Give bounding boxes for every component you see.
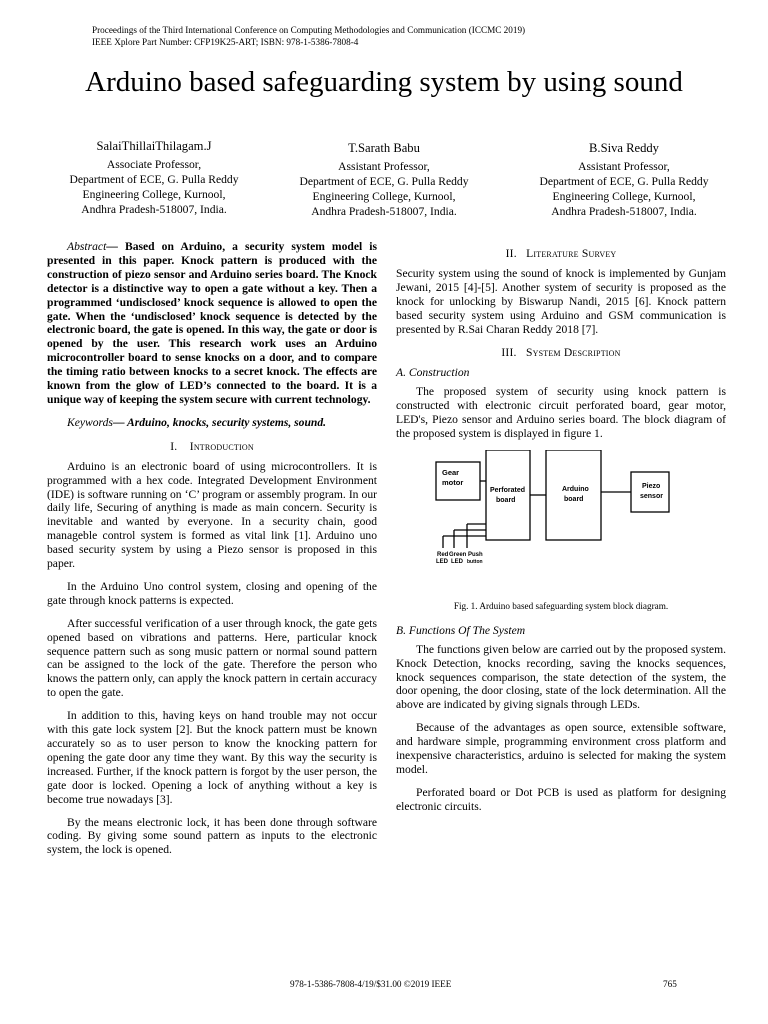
keywords-label: Keywords — [67, 415, 113, 429]
section-heading-system-description — [396, 346, 726, 360]
keywords-text: Arduino, knocks, security systems, sound. — [127, 415, 327, 429]
abstract — [47, 240, 377, 407]
arduino-board-label: Arduino — [562, 485, 589, 493]
perforated-board-block — [486, 450, 530, 540]
piezo-sensor-label: Piezo — [642, 482, 661, 490]
section-number: III. — [501, 346, 517, 360]
section-number: II. — [505, 247, 517, 260]
section-title: System Description — [525, 346, 621, 360]
abstract-dash: — — [106, 240, 125, 253]
author-name: T.Sarath Babu — [348, 141, 420, 155]
green-led-label: LED — [451, 558, 463, 565]
perforated-board-label: board — [496, 496, 516, 504]
intro-paragraph: Arduino is an electronic board of using microcontrollers. It is programmed with a hex code. Integrated Development Environment (IDE) is software running on ‘C’ program or assembly program. In our daily life, Securing of anything is made as main concern. Security is inevitable and wanted by everyone. In a security chain, good manageble control system is formed as vital link [1]. Arduino uno based security system by using a Piezo sensor is proposed in this paper. — [47, 459, 377, 571]
author-affiliation-line: Andhra Pradesh-518007, India. — [81, 203, 227, 216]
copyright-footer: 978-1-5386-7808-4/19/$31.00 ©2019 IEEE — [290, 979, 452, 989]
author-affiliation-line: Engineering College, Kurnool, — [552, 190, 696, 203]
abstract-label: Abstract — [67, 240, 107, 253]
functions-paragraph: The functions given below are carried out by the proposed system. Knock Detection, knocks recording, saving the knocks sequences, knock sequences comparison, the state detection of the system, the door opening, the door closing, state of the lock determination. All the above are indicated by giving signals through LEDs. — [396, 642, 726, 712]
block-diagram-figure — [396, 450, 726, 600]
red-led-label: LED — [436, 558, 448, 565]
functions-paragraph: Because of the advantages as open source, extensible software, and hardware simple, programming environment cross platform and inexpensive characteristics, arduino is selected for making the system model. — [396, 721, 726, 776]
intro-paragraph: In the Arduino Uno control system, closing and opening of the gate through knock patterns is expected. — [47, 579, 377, 607]
section-number: I. — [170, 439, 178, 453]
left-column — [47, 240, 377, 866]
author-affiliation-line: Department of ECE, G. Pulla Reddy — [299, 175, 469, 188]
subsection-heading-construction: A. Construction — [396, 366, 470, 380]
ieee-part-line: IEEE Xplore Part Number: CFP19K25-ART; ISBN: 978-1-5386-7808-4 — [92, 37, 359, 47]
author-affiliation-line: Andhra Pradesh-518007, India. — [551, 205, 697, 218]
author-name: SalaiThillaiThilagam.J — [96, 139, 212, 153]
author-affiliation-line: Engineering College, Kurnool, — [312, 190, 456, 203]
subsection-heading-functions: B. Functions Of The System — [396, 623, 526, 637]
section-heading-literature-survey — [396, 247, 726, 261]
paper-title: Arduino based safeguarding system by using sound — [85, 66, 683, 98]
push-button-label: button — [467, 558, 483, 565]
author-affiliation-line: Associate Professor, — [106, 158, 202, 171]
functions-paragraph: Perforated board or Dot PCB is used as platform for designing electronic circuits. — [396, 785, 726, 813]
author-affiliation-line: Assistant Professor, — [578, 160, 670, 173]
author-affiliation-line: Engineering College, Kurnool, — [82, 188, 226, 201]
intro-paragraph: After successful verification of a user through knock, the gate gets opened based on vibrations and patterns. Here, particular knock sequence pattern such as song music pattern or normal sound pattern can be assigned to the lock of the gate. Therefore the person who knows the pattern only, can apply the knock pattern in certain accuracy to open the gate. — [47, 616, 377, 700]
intro-paragraph: In addition to this, having keys on hand trouble may not occur with this gate lock system [2]. But the knock pattern must be known accurately so as to user person to know the knocking pattern for opening the gate door any time they want. By this way the security is increased. Further, if the knock pattern is forgot by the user person, the gate door is locked. Opening a lock of anything without a key is become true nowadays [3]. — [47, 709, 377, 806]
figure-caption: Fig. 1. Arduino based safeguarding system block diagram. — [453, 600, 669, 611]
piezo-sensor-label: sensor — [640, 492, 663, 500]
author-affiliation-line: Department of ECE, G. Pulla Reddy — [69, 173, 239, 186]
arduino-board-block — [546, 450, 601, 540]
intro-paragraph: By the means electronic lock, it has been done through software coding. By giving some sound pattern as inputs to the electronic system, the lock is opened. — [47, 815, 377, 857]
author-block-2 — [270, 141, 498, 219]
section-title: Introduction — [189, 439, 254, 453]
perforated-board-label: Perforated — [490, 486, 526, 494]
author-affiliation-line: Andhra Pradesh-518007, India. — [311, 205, 457, 218]
block-diagram — [396, 450, 726, 600]
gear-motor-label: Gear — [442, 467, 460, 477]
keywords-dash: — — [112, 415, 128, 429]
arduino-board-label: board — [564, 495, 584, 503]
author-block-3 — [510, 141, 738, 219]
section-heading-introduction — [47, 440, 377, 454]
right-column — [396, 240, 726, 823]
author-block-1 — [40, 139, 268, 217]
keywords — [47, 416, 377, 430]
construction-paragraph: The proposed system of security using knock pattern is constructed with electronic circuit perforated board, gear motor, LED's, Piezo sensor and Arduino series board. The block diagram of the proposed system is displayed in figure 1. — [396, 385, 726, 440]
section-title: Literature Survey — [526, 247, 617, 260]
piezo-sensor-block — [631, 472, 669, 512]
red-led-label: Red — [437, 551, 449, 558]
author-affiliation-line: Assistant Professor, — [338, 160, 430, 173]
literature-paragraph: Security system using the sound of knock is implemented by Gunjam Jewani, 2015 [4]-[5]. Another system of security is proposed as the knock for unlocking by Biswarup Nandi, 2015 [6]. Knock pattern based security system using Arduino and GSM communication is presented by R.Sai Charan Reddy 2018 [7]. — [396, 266, 726, 336]
author-affiliation-line: Department of ECE, G. Pulla Reddy — [539, 175, 709, 188]
gear-motor-label: motor — [442, 477, 464, 487]
abstract-text: Based on Arduino, a security system model is presented in this paper. Knock pattern is produced with the construction of piezo sensor and Arduino series board. The Knock detector is a distinctive way to open a gate without a key. Then a programmed ‘undisclosed’ knock sequence is allowed to open the gate. When the ‘undisclosed’ knock sequence is detected by the electronic board, the gate is opened. In this way, the gate or door is opened by the user. This research work uses an Arduino microcontroller board to sense knocks on a door, and to compare the timing ratio between knocks to a secret knock. The effects are known from the glow of LED’s connected to the board. It is a unique way of keeping the system secure with current technology. — [47, 240, 377, 406]
push-button-label: Push — [468, 551, 483, 558]
green-led-label: Green — [449, 551, 467, 558]
page-number: 765 — [663, 979, 677, 989]
proceedings-line: Proceedings of the Third International Conference on Computing Methodologies and Communication (ICCMC 2019) — [92, 25, 526, 35]
author-name: B.Siva Reddy — [589, 141, 659, 155]
